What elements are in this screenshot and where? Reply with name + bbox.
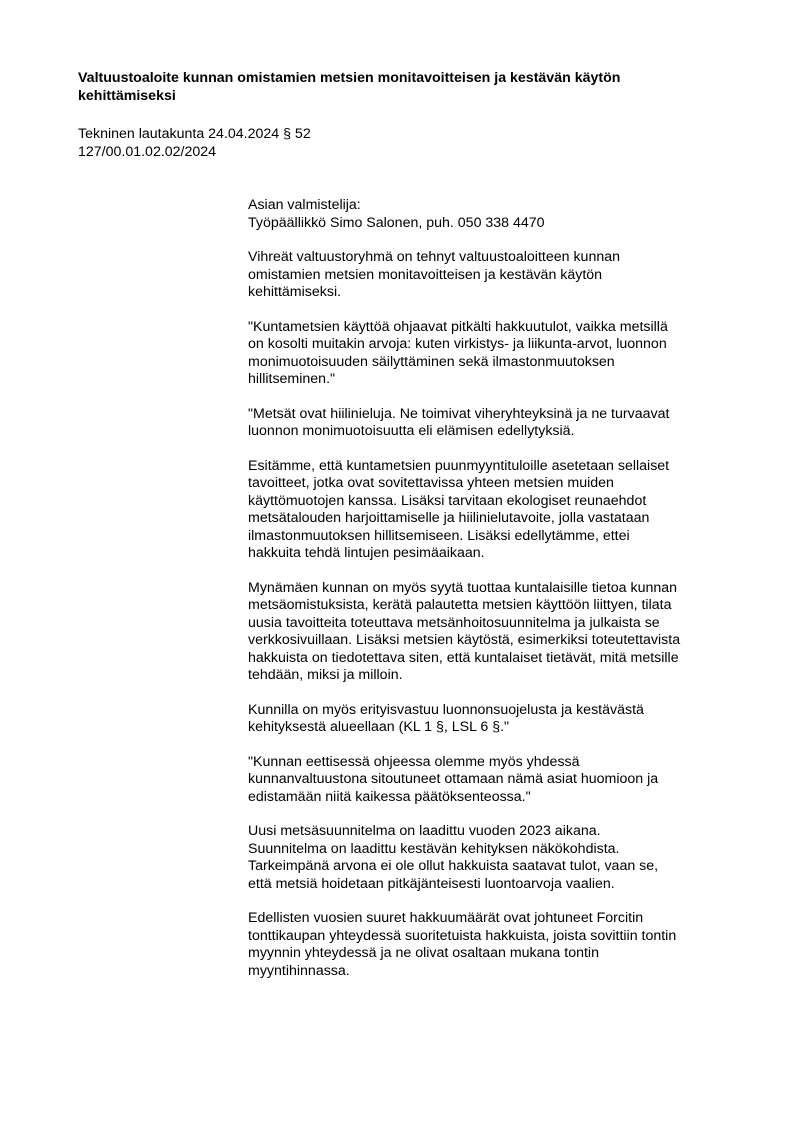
text-line: kehittämiseksi.	[248, 284, 342, 300]
text-line: metsäomistuksista, kerätä palautetta metsien käyttöön liittyen, tilata	[248, 597, 672, 613]
text-line: tehdään, miksi ja milloin.	[248, 667, 403, 683]
text-line: myyntihinnassa.	[248, 962, 350, 979]
text-line: ilmastonmuutoksen hillitsemiseen. Lisäksi edellytämme, ettei	[248, 527, 630, 544]
text-line: Tarkeimpänä arvona ei ole ollut hakkuista saatavat tulot, vaan se,	[248, 858, 659, 874]
paragraph-harvest-volumes	[248, 910, 744, 980]
paragraph-ethics	[248, 754, 744, 807]
paragraph-proposal	[248, 458, 744, 563]
text-line: monimuotoisuuden säilyttäminen sekä ilmastonmuutoksen	[248, 353, 615, 370]
paragraph-carbon-sinks	[248, 406, 744, 441]
text-line: omistamien metsien monitavoitteisen ja kestävän käytön	[248, 266, 603, 283]
text-line: hakkuista on tiedotettava siten, että kuntalaiset tietävät, mitä metsille	[248, 649, 679, 666]
text-line: verkkosivuillaan. Lisäksi metsien käytöstä, esimerkiksi toteutettavista	[248, 632, 681, 648]
paragraph-quote-forest-use	[248, 319, 744, 389]
paragraph-information	[248, 580, 744, 685]
text-line: kunnanvaltuustona sitoutuneet ottamaan nämä asiat huomioon ja	[248, 771, 659, 787]
document-title	[78, 69, 718, 105]
meeting-info	[78, 125, 311, 161]
paragraph-responsibility	[248, 702, 744, 737]
text-line: hakkuita tehdä lintujen pesimäaikaan.	[248, 545, 485, 561]
paragraph-initiative	[248, 249, 744, 302]
text-line: luonnon monimuotoisuutta eli elämisen edellytyksiä.	[248, 423, 575, 439]
text-line: tavoitteet, jotka ovat sovitettavissa yhteen metsien muiden	[248, 475, 614, 491]
text-line: kehityksestä alueellaan (KL 1 §, LSL 6 §."	[248, 719, 510, 735]
record-number: 127/00.01.02.02/2024	[78, 144, 217, 160]
text-line: on kosolti muitakin arvoja: kuten virkistys- ja liikunta-arvot, luonnon	[248, 336, 667, 352]
text-line: "Metsät ovat hiilinieluja. Ne toimivat viheryhteyksinä ja ne turvaavat	[248, 405, 670, 422]
text-line: hillitseminen."	[248, 371, 336, 387]
text-line: Vihreät valtuustoryhmä on tehnyt valtuustoaloitteen kunnan	[248, 249, 621, 265]
text-line: Kunnilla on myös erityisvastuu luonnonsuojelusta ja kestävästä	[248, 701, 644, 718]
text-line: Edellisten vuosien suuret hakkuumäärät ovat johtuneet Forcitin	[248, 910, 644, 926]
document-body	[248, 197, 744, 997]
text-line: "Kunnan eettisessä ohjeessa olemme myös yhdessä	[248, 753, 580, 770]
text-line: myynnin yhteydessä ja ne olivat osaltaan mukana tontin	[248, 945, 599, 961]
meeting-line: Tekninen lautakunta 24.04.2024 § 52	[78, 126, 311, 142]
text-line: Uusi metsäsuunnitelma on laadittu vuoden 2023 aikana.	[248, 823, 601, 839]
paragraph-forest-plan	[248, 823, 744, 893]
title-line: Valtuustoaloite kunnan omistamien metsien monitavoitteisen ja kestävän käytön	[78, 70, 621, 86]
text-line: että metsiä hoidetaan pitkäjänteisesti luontoarvoja vaalien.	[248, 875, 615, 892]
title-line: kehittämiseksi	[78, 88, 176, 104]
preparer-name: Työpäällikkö Simo Salonen, puh. 050 338 4470	[248, 214, 545, 231]
text-line: käyttömuotojen kanssa. Lisäksi tarvitaan ekologiset reunaehdot	[248, 492, 647, 509]
text-line: tonttikaupan yhteydessä suoritetuista hakkuista, joista sovittiin tontin	[248, 927, 677, 944]
text-line: uusia tavoitteita toteuttava metsänhoitosuunnitelma ja julkaista se	[248, 614, 660, 631]
text-line: Esitämme, että kuntametsien puunmyyntituloille asetetaan sellaiset	[248, 457, 670, 474]
preparer-label: Asian valmistelija:	[248, 197, 361, 213]
text-line: "Kuntametsien käyttöä ohjaavat pitkälti hakkuutulot, vaikka metsillä	[248, 318, 668, 335]
text-line: Mynämäen kunnan on myös syytä tuottaa kuntalaisille tietoa kunnan	[248, 579, 678, 596]
preparer-info	[248, 197, 744, 232]
text-line: edistamään niitä kaikessa päätöksenteossa."	[248, 788, 531, 805]
text-line: metsätalouden harjoittamiselle ja hiilinielutavoite, jolla vastataan	[248, 510, 650, 526]
text-line: Suunnitelma on laadittu kestävän kehityksen näkökohdista.	[248, 840, 620, 857]
